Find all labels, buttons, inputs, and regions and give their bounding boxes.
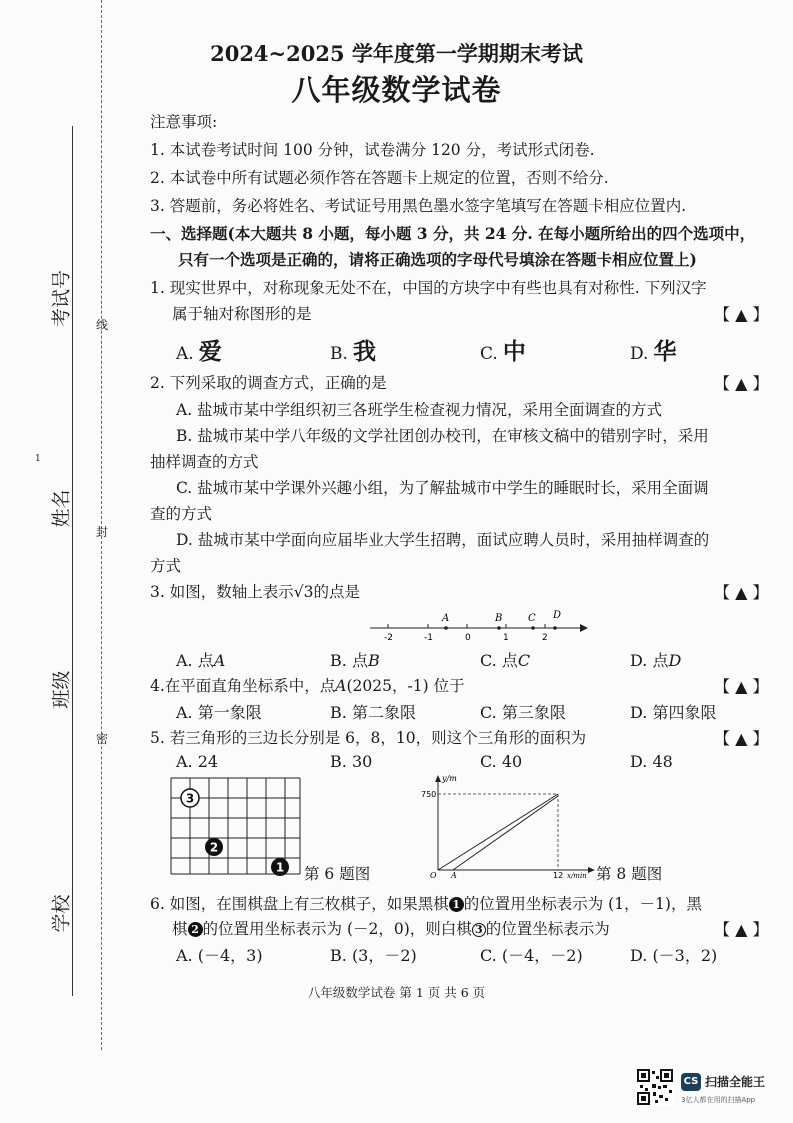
black-stone-label: 2 xyxy=(209,840,219,855)
tick-label: 0 xyxy=(465,633,471,643)
number-line xyxy=(366,608,590,648)
page-footer: 八年级数学试卷 第 1 页 共 6 页 xyxy=(307,985,486,1000)
q3-option-a xyxy=(176,648,225,671)
notice-item-2: 2. 本试卷中所有试题必须作答在答题卡上规定的位置，否则不给分. xyxy=(150,169,609,187)
graph-x-axis-label: x/min xyxy=(567,872,587,880)
option-letter: C. xyxy=(480,344,498,364)
sidebar-mark: 1 xyxy=(35,454,41,464)
tick-label: -1 xyxy=(424,633,433,643)
option-prefix: 点 xyxy=(197,651,214,670)
option-text: 48 xyxy=(652,752,673,771)
option-letter: A. xyxy=(176,651,193,670)
exam-subtitle: 八年级数学试卷 xyxy=(291,73,502,107)
q4-stem-before: 4.在平面直角坐标系中，点 xyxy=(150,677,336,695)
option-text: 第三象限 xyxy=(501,703,566,722)
option-letter: D. xyxy=(630,651,648,670)
fig6-caption: 第 6 题图 xyxy=(304,865,371,883)
graph-point-a-label: A xyxy=(451,871,457,880)
white-stone-3-icon: 3 xyxy=(472,923,486,937)
option-text: (－4，－2) xyxy=(501,946,583,965)
notice-heading: 注意事项: xyxy=(150,113,218,131)
option-text: 24 xyxy=(197,752,219,771)
option-text: 30 xyxy=(351,752,373,771)
q5-option-b xyxy=(330,752,372,771)
q4-var: A xyxy=(335,677,347,695)
scanner-logo xyxy=(681,1073,701,1091)
option-letter: D. xyxy=(630,946,648,965)
q5-answer-mark: 【 ▲ 】 xyxy=(714,729,769,748)
option-prefix: 点 xyxy=(501,651,518,670)
q8-graph-figure xyxy=(418,772,596,880)
option-text: 华 xyxy=(653,339,677,365)
notice-item-1: 1. 本试卷考试时间 100 分钟，试卷满分 120 分，考试形式闭卷. xyxy=(150,141,595,159)
option-letter: C. xyxy=(480,651,497,670)
q3-option-b xyxy=(330,648,380,671)
q1-answer-mark: 【 ▲ 】 xyxy=(714,305,769,324)
q6-option-a xyxy=(176,943,263,966)
white-stone-label: 3 xyxy=(185,791,195,806)
option-text: (3，－2) xyxy=(351,946,417,965)
option-letter: B. xyxy=(330,344,348,364)
seal-char-line: 线 xyxy=(96,318,109,332)
q3-answer-mark: 【 ▲ 】 xyxy=(714,583,769,602)
option-text: 第四象限 xyxy=(652,703,717,722)
point-d xyxy=(553,626,557,630)
graph-origin-label: O xyxy=(430,871,437,880)
q3-stem-before: 3. 如图，数轴上表示 xyxy=(150,583,294,601)
option-letter: D. xyxy=(630,752,648,771)
point-a xyxy=(444,626,448,630)
black-stone-1-icon: 1 xyxy=(449,897,464,912)
option-var: A xyxy=(213,651,226,670)
go-board-figure xyxy=(168,774,304,878)
option-letter: C. xyxy=(480,946,497,965)
tick-label: 1 xyxy=(503,633,509,643)
q4-answer-mark: 【 ▲ 】 xyxy=(714,677,769,696)
q4-stem-after: (2025，-1) 位于 xyxy=(346,677,465,695)
scanner-logo-text: CS xyxy=(683,1076,699,1087)
qr-code-icon xyxy=(636,1068,674,1106)
option-text: 中 xyxy=(502,339,526,365)
seal-char-seal: 封 xyxy=(96,525,109,539)
q6-option-b xyxy=(330,943,417,966)
option-text: 我 xyxy=(353,339,376,365)
black-stone-2-icon: 2 xyxy=(188,922,203,937)
option-prefix: 点 xyxy=(652,651,669,670)
q3-option-c xyxy=(480,648,530,671)
option-letter: D. xyxy=(630,344,649,364)
option-letter: B. xyxy=(330,651,347,670)
q1-option-c xyxy=(480,333,526,366)
option-letter: B. xyxy=(330,703,347,722)
q6-stem-cont xyxy=(172,917,610,939)
line-from-origin xyxy=(438,794,558,870)
q6-stem-part: 的位置用坐标表示为 (－2，0)，则白棋 xyxy=(202,920,472,938)
q2-answer-mark: 【 ▲ 】 xyxy=(714,374,769,393)
binding-solid-line xyxy=(72,126,73,996)
option-letter: A. xyxy=(176,946,193,965)
q3-stem-after: 的点是 xyxy=(313,583,360,601)
option-letter: B. xyxy=(330,946,347,965)
graph-y-axis-label: y/m xyxy=(442,774,457,783)
q2-option-d: D. 盐城市某中学面向应届毕业大学生招聘，面试应聘人员时，采用抽样调查的 xyxy=(176,531,710,549)
option-letter: B. xyxy=(330,752,347,771)
tick-label: -2 xyxy=(384,633,393,643)
q1-option-a xyxy=(176,333,222,366)
option-letter: A. xyxy=(176,703,193,722)
option-text: 爱 xyxy=(198,339,222,365)
q2-option-c: C. 盐城市某中学课外兴趣小组，为了解盐城市中学生的睡眠时长，采用全面调 xyxy=(176,479,709,497)
option-var: B xyxy=(367,651,380,670)
class-label: 班级 xyxy=(50,670,73,709)
option-prefix: 点 xyxy=(351,651,368,670)
q1-stem: 1. 现实世界中，对称现象无处不在，中国的方块字中有些也具有对称性. 下列汉字 xyxy=(150,279,707,297)
option-letter: A. xyxy=(176,344,194,364)
q6-option-d xyxy=(630,943,717,966)
q6-stem xyxy=(150,892,702,914)
option-var: C xyxy=(517,651,531,670)
q2-option-d-cont: 方式 xyxy=(150,557,182,575)
q1-stem-cont: 属于轴对称图形的是 xyxy=(172,305,312,323)
black-stone-label: 1 xyxy=(275,860,285,875)
option-text: (－3，2) xyxy=(652,946,718,965)
scanner-tagline: 3亿人都在用的扫描App xyxy=(681,1096,756,1104)
point-c xyxy=(531,626,535,630)
scanner-app-name: 扫描全能王 xyxy=(705,1075,766,1089)
q4-option-b xyxy=(330,700,416,723)
point-label: A xyxy=(442,613,450,624)
point-label: B xyxy=(495,613,503,624)
q6-answer-mark: 【 ▲ 】 xyxy=(714,920,769,939)
q4-option-a xyxy=(176,700,262,723)
point-label: D xyxy=(553,610,562,621)
q6-stem-part: 的位置坐标表示为 xyxy=(485,920,610,938)
tick-marks xyxy=(388,624,545,628)
tick-label: 2 xyxy=(542,633,548,643)
q2-option-b-cont: 抽样调查的方式 xyxy=(150,453,259,471)
option-var: D xyxy=(668,651,682,670)
graph-x-value: 12 xyxy=(553,871,564,880)
q2-option-b: B. 盐城市某中学八年级的文学社团创办校刊，在审核文稿中的错别字时，采用 xyxy=(176,427,709,445)
fig8-caption: 第 8 题图 xyxy=(596,865,663,883)
q3-option-d xyxy=(630,648,681,671)
point-label: C xyxy=(528,613,536,624)
option-text: 第二象限 xyxy=(351,703,416,722)
q6-option-c xyxy=(480,943,583,966)
option-text: 第一象限 xyxy=(197,703,262,722)
option-letter: D. xyxy=(630,703,648,722)
q2-option-c-cont: 查的方式 xyxy=(150,505,213,523)
q4-stem xyxy=(150,674,465,696)
q5-option-c xyxy=(480,752,522,771)
option-letter: C. xyxy=(480,752,497,771)
exam-number-label: 考试号 xyxy=(50,270,73,328)
exam-title: 2024~2025 学年度第一学期期末考试 xyxy=(210,41,583,66)
q5-stem: 5. 若三角形的三边长分别是 6，8，10，则这个三角形的面积为 xyxy=(150,729,587,747)
sqrt-three: √3 xyxy=(293,583,314,601)
point-b xyxy=(497,626,501,630)
q1-option-b xyxy=(330,333,376,366)
q2-stem: 2. 下列采取的调查方式，正确的是 xyxy=(150,374,387,392)
name-label: 姓名 xyxy=(50,489,73,528)
graph-y-value: 750 xyxy=(421,790,437,799)
q6-stem-part: 棋 xyxy=(172,920,188,938)
q4-option-c xyxy=(480,700,566,723)
option-text: 40 xyxy=(501,752,523,771)
q2-option-a: A. 盐城市某中学组织初三各班学生检查视力情况，采用全面调查的方式 xyxy=(176,401,663,419)
q1-option-d xyxy=(630,333,677,366)
school-label: 学校 xyxy=(50,894,73,933)
q4-option-d xyxy=(630,700,716,723)
line-from-a xyxy=(453,796,558,870)
q5-option-a xyxy=(176,752,218,771)
q6-stem-part: 的位置用坐标表示为 (1，－1)，黑 xyxy=(463,895,702,913)
q3-stem xyxy=(150,580,360,602)
seal-char-close: 密 xyxy=(96,732,109,746)
section1-heading-cont: 只有一个选项是正确的，请将正确选项的字母代号填涂在答题卡相应位置上) xyxy=(178,250,697,269)
section1-heading: 一、选择题(本大题共 8 小题，每小题 3 分，共 24 分. 在每小题所给出的四个选项中， xyxy=(150,224,756,243)
option-letter: A. xyxy=(176,752,193,771)
q6-stem-part: 6. 如图，在围棋盘上有三枚棋子，如果黑棋 xyxy=(150,895,449,913)
notice-item-3: 3. 答题前，务必将姓名、考试证号用黑色墨水签字笔填写在答题卡相应位置内. xyxy=(150,197,687,215)
option-letter: C. xyxy=(480,703,497,722)
option-text: (－4，3) xyxy=(197,946,263,965)
q5-option-d xyxy=(630,752,673,771)
